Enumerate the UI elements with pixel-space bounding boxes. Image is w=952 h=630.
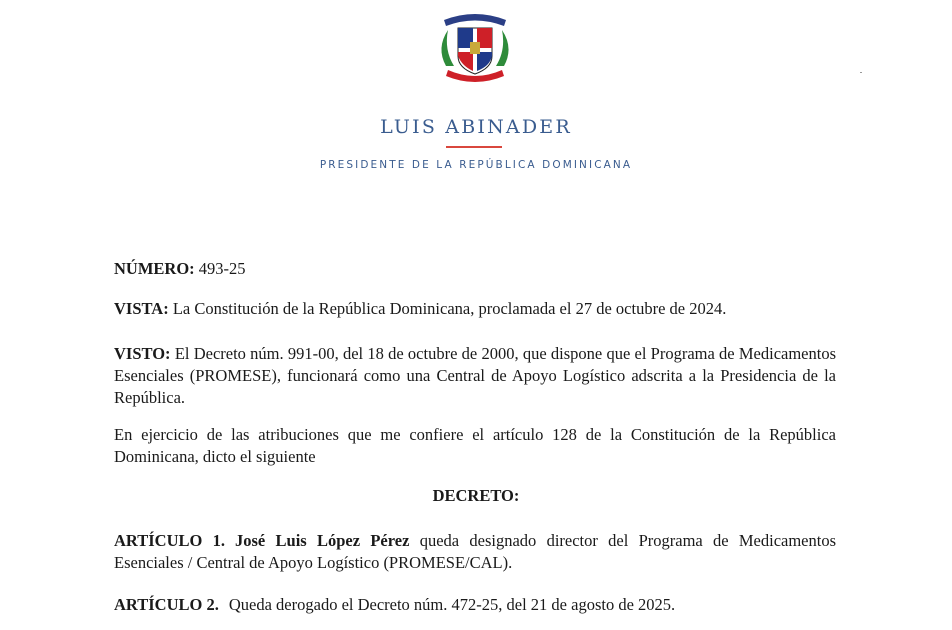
articulo-1 [114,530,836,574]
visto-paragraph [114,343,836,409]
vista-label: VISTA: [114,299,169,318]
president-title: PRESIDENTE DE LA REPÚBLICA DOMINICANA [319,159,633,171]
ejercicio-text: En ejercicio de las atribuciones que me confiere el artículo 128 de la Constitución de la República Dominicana, dicto el siguiente [114,425,836,466]
visto-label: VISTO: [114,344,171,363]
decree-number [114,258,836,280]
numero-label: NÚMERO: [114,259,195,278]
decreto-heading: DECRETO: [432,486,520,505]
ejercicio-paragraph [114,424,836,468]
vista-text: La Constitución de la República Dominicana, proclamada el 27 de octubre de 2024. [172,299,727,318]
numero-value: 493-25 [198,259,246,278]
vista-paragraph [114,298,836,320]
visto-text: El Decreto núm. 991-00, del 18 de octubre de 2000, que dispone que el Programa de Medicamentos Esenciales (PROMESE), funcionará como una Central de Apoyo Logístico adscrita a la Presidencia de la República. [114,344,837,407]
articulo2-text: Queda derogado el Decreto núm. 472-25, del 21 de agosto de 2025. [228,595,676,614]
articulo1-name: José Luis López Pérez [235,531,410,550]
dominican-republic-coat-of-arms-icon [434,8,516,86]
divider [446,146,502,148]
articulo2-label: ARTÍCULO 2. [114,595,219,614]
scan-speck [860,72,862,73]
articulo1-text: queda designado director del Programa de Medicamentos Esenciales / Central de Apoyo Logístico (PROMESE/CAL). [114,531,837,572]
articulo-2 [114,594,836,616]
articulo1-label: ARTÍCULO 1. [114,531,226,550]
president-name: LUIS ABINADER [380,116,572,138]
